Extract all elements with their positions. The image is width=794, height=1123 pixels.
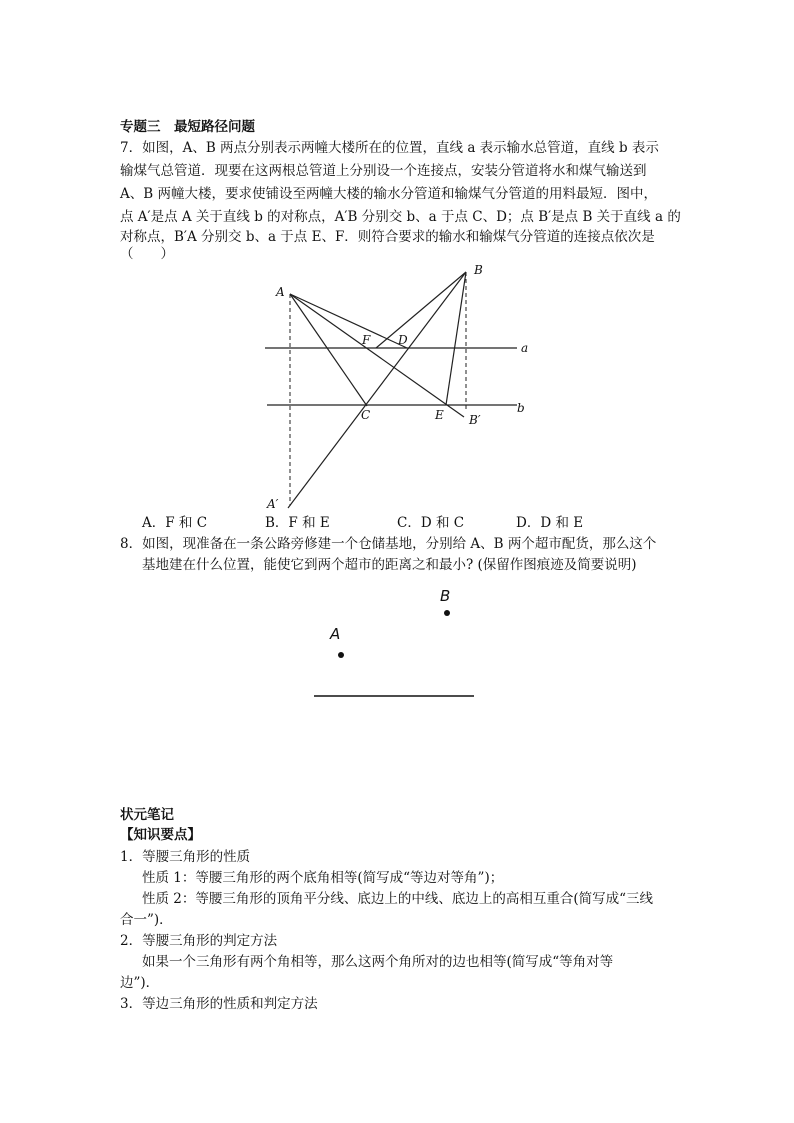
- notes-item-1: 1．等腰三角形的性质: [120, 849, 251, 865]
- segment-B-F: [376, 272, 466, 348]
- notes-item-3: 性质 2：等腰三角形的顶角平分线、底边上的中线、底边上的高相互重合(简写成“三线: [142, 891, 654, 907]
- label-A: A: [276, 285, 285, 299]
- notes-title: 状元笔记: [120, 807, 174, 823]
- label-C: C: [361, 408, 371, 422]
- q8-line-1: 8．如图，现准备在一条公路旁修建一个仓储基地，分别给 A、B 两个超市配货，那么这个: [120, 536, 657, 552]
- q7-line-5: 对称点，B′A 分别交 b、a 于点 E、F．则符合要求的输水和输煤气分管道的连接点依次是: [120, 229, 655, 245]
- q7-option-b: B．F 和 E: [265, 515, 330, 531]
- q8-figure: [300, 580, 490, 705]
- notes-item-7: 边”)．: [120, 975, 160, 991]
- q7-line-6: （ ）: [120, 246, 174, 262]
- notes-item-8: 3．等边三角形的性质和判定方法: [120, 996, 318, 1012]
- label-A: A: [330, 625, 341, 643]
- notes-item-2: 性质 1：等腰三角形的两个底角相等(简写成“等边对等角”)；: [142, 870, 504, 886]
- segment-A-C: [290, 294, 367, 406]
- q7-line-1: 7．如图，A、B 两点分别表示两幢大楼所在的位置，直线 a 表示输水总管道，直线 b 表示: [120, 140, 659, 156]
- q7-line-2: 输煤气总管道．现要在这两根总管道上分别设一个连接点，安装分管道将水和煤气输送到: [120, 163, 647, 179]
- q7-line-3: A、B 两幢大楼，要求使铺设至两幢大楼的输水分管道和输煤气分管道的用料最短．图中，: [120, 186, 657, 202]
- label-F: F: [362, 333, 371, 347]
- q7-option-d: D．D 和 E: [516, 515, 584, 531]
- notes-item-5: 2．等腰三角形的判定方法: [120, 933, 278, 949]
- q7-option-c: C．D 和 C: [397, 515, 465, 531]
- section-title: 专题三 最短路径问题: [120, 119, 255, 135]
- q8-line-2: 基地建在什么位置，能使它到两个超市的距离之和最小? (保留作图痕迹及简要说明): [142, 557, 637, 573]
- label-a: a: [521, 341, 529, 355]
- segment-Aprime-B: [288, 272, 466, 508]
- segment-B-E: [446, 272, 466, 405]
- label-A-prime: A′: [267, 497, 279, 511]
- segment-A-Bprime: [290, 294, 464, 417]
- notes-subtitle: 【知识要点】: [120, 827, 201, 843]
- notes-item-6: 如果一个三角形有两个角相等，那么这两个角所对的边也相等(简写成“等角对等: [142, 954, 614, 970]
- segment-A-D: [290, 294, 407, 348]
- label-D: D: [398, 333, 408, 347]
- q7-figure: [255, 262, 540, 514]
- label-B: B: [440, 587, 451, 605]
- point-A: [338, 652, 344, 658]
- label-b: b: [517, 401, 525, 415]
- notes-item-4: 合一”)．: [120, 912, 173, 928]
- label-B-prime: B′: [469, 413, 481, 427]
- q7-option-a: A．F 和 C: [142, 515, 208, 531]
- point-B: [444, 610, 450, 616]
- label-B: B: [474, 263, 483, 277]
- q7-line-4: 点 A′是点 A 关于直线 b 的对称点，A′B 分别交 b、a 于点 C、D；点 B′是点 B 关于直线 a 的: [120, 209, 681, 225]
- label-E: E: [435, 408, 444, 422]
